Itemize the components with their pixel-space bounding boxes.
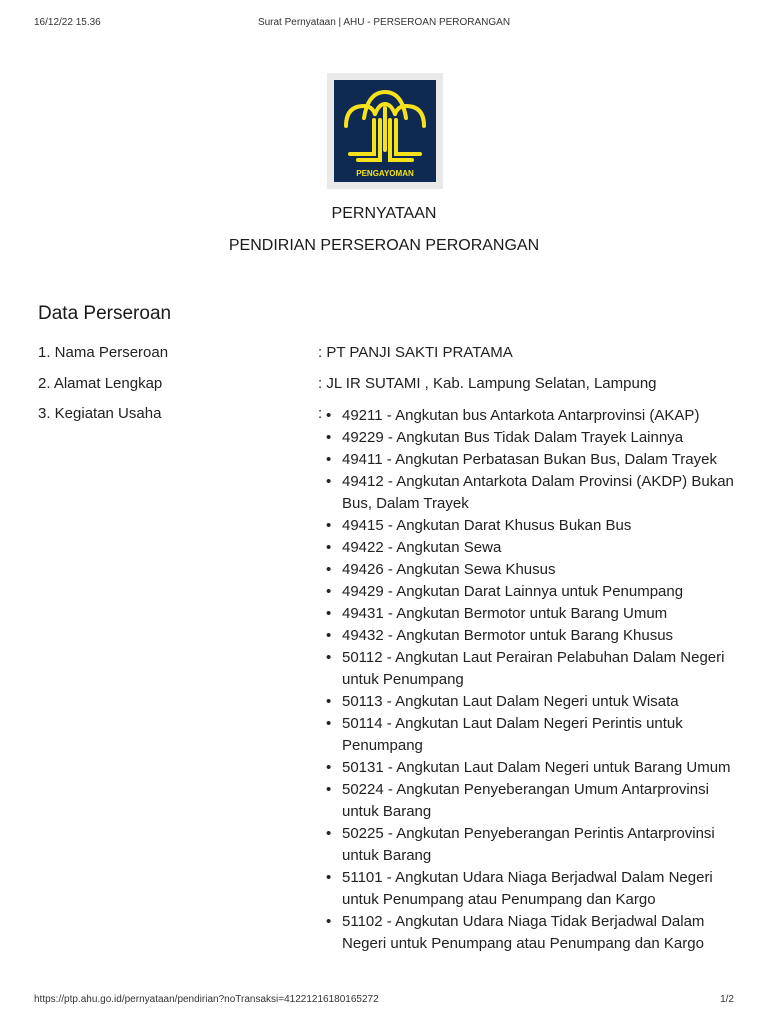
bullet-icon: •: [326, 825, 332, 842]
bullet-icon: •: [326, 605, 332, 622]
bullet-icon: •: [326, 759, 332, 776]
field-value: : JL IR SUTAMI , Kab. Lampung Selatan, Lampung: [318, 375, 657, 392]
business-activity-text: 49426 - Angkutan Sewa Khusus: [342, 561, 556, 578]
business-activity-item: [320, 537, 740, 559]
business-activity-item: [320, 713, 740, 757]
bullet-icon: •: [326, 583, 332, 600]
business-activity-item: [320, 625, 740, 647]
logo-text: PENGAYOMAN: [356, 169, 414, 178]
tree-emblem-icon: [334, 80, 436, 182]
business-activity-item: [320, 691, 740, 713]
field-label: 2. Alamat Lengkap: [38, 375, 163, 392]
print-header: [34, 17, 734, 29]
business-activity-text: 50224 - Angkutan Penyeberangan Umum Antarprovinsi untuk Barang: [342, 781, 709, 820]
business-activity-item: [320, 581, 740, 603]
bullet-icon: •: [326, 561, 332, 578]
business-activity-text: 51102 - Angkutan Udara Niaga Tidak Berjadwal Dalam Negeri untuk Penumpang atau Penumpang dan Kargo: [342, 913, 705, 952]
field-colon: :: [318, 405, 323, 422]
print-footer: [34, 994, 734, 1006]
print-title: Surat Pernyataan | AHU - PERSEROAN PERORANGAN: [257, 17, 511, 28]
heading-subtitle: PENDIRIAN PERSEROAN PERORANGAN: [228, 237, 540, 254]
business-activity-item: [320, 427, 740, 449]
field-label: 1. Nama Perseroan: [38, 344, 169, 361]
business-activity-text: 49432 - Angkutan Bermotor untuk Barang Khusus: [342, 627, 674, 644]
business-activity-text: 49422 - Angkutan Sewa: [342, 539, 502, 556]
field-label: 3. Kegiatan Usaha: [38, 405, 162, 422]
business-activity-text: 49429 - Angkutan Darat Lainnya untuk Penumpang: [342, 583, 684, 600]
business-activity-item: [320, 603, 740, 625]
business-activity-item: [320, 515, 740, 537]
business-activity-list: [320, 405, 740, 955]
business-activity-item: [320, 779, 740, 823]
pengayoman-emblem: [334, 80, 436, 182]
business-activity-text: 49415 - Angkutan Darat Khusus Bukan Bus: [342, 517, 632, 534]
bullet-icon: •: [326, 869, 332, 886]
bullet-icon: •: [326, 473, 332, 490]
business-activity-text: 50131 - Angkutan Laut Dalam Negeri untuk Barang Umum: [342, 759, 731, 776]
bullet-icon: •: [326, 429, 332, 446]
business-activity-item: [320, 823, 740, 867]
business-activity-text: 49211 - Angkutan bus Antarkota Antarprovinsi (AKAP): [342, 407, 700, 424]
business-activity-text: 51101 - Angkutan Udara Niaga Berjadwal Dalam Negeri untuk Penumpang atau Penumpang dan Kargo: [342, 869, 713, 908]
business-activity-item: [320, 911, 740, 955]
business-activity-text: 50112 - Angkutan Laut Perairan Pelabuhan Dalam Negeri untuk Penumpang: [342, 649, 725, 688]
business-activity-text: 49411 - Angkutan Perbatasan Bukan Bus, Dalam Trayek: [342, 451, 717, 468]
page-number: 1/2: [720, 994, 734, 1005]
bullet-icon: •: [326, 913, 332, 930]
print-datetime: 16/12/22 15.36: [34, 17, 101, 28]
bullet-icon: •: [326, 407, 332, 424]
bullet-icon: •: [326, 451, 332, 468]
business-activity-text: 49229 - Angkutan Bus Tidak Dalam Trayek Lainnya: [342, 429, 684, 446]
business-activity-item: [320, 559, 740, 581]
business-activity-item: [320, 757, 740, 779]
business-activity-item: [320, 449, 740, 471]
print-url: https://ptp.ahu.go.id/pernyataan/pendirian?noTransaksi=412212161801652​72: [34, 994, 379, 1005]
business-activity-item: [320, 405, 740, 427]
bullet-icon: •: [326, 649, 332, 666]
bullet-icon: •: [326, 715, 332, 732]
field-value: : PT PANJI SAKTI PRATAMA: [318, 344, 513, 361]
pengayoman-logo: [327, 73, 443, 189]
business-activity-text: 50113 - Angkutan Laut Dalam Negeri untuk Wisata: [342, 693, 679, 710]
business-activity-text: 50114 - Angkutan Laut Dalam Negeri Perintis untuk Penumpang: [342, 715, 683, 754]
business-activity-item: [320, 867, 740, 911]
bullet-icon: •: [326, 539, 332, 556]
business-activity-text: 50225 - Angkutan Penyeberangan Perintis Antarprovinsi untuk Barang: [342, 825, 715, 864]
business-activity-item: [320, 471, 740, 515]
bullet-icon: •: [326, 517, 332, 534]
section-title: Data Perseroan: [38, 303, 172, 324]
heading-statement: PERNYATAAN: [331, 205, 437, 222]
business-activity-item: [320, 647, 740, 691]
bullet-icon: •: [326, 693, 332, 710]
bullet-icon: •: [326, 627, 332, 644]
bullet-icon: •: [326, 781, 332, 798]
business-activity-text: 49431 - Angkutan Bermotor untuk Barang Umum: [342, 605, 668, 622]
business-activity-text: 49412 - Angkutan Antarkota Dalam Provinsi (AKDP) Bukan Bus, Dalam Trayek: [342, 473, 734, 512]
